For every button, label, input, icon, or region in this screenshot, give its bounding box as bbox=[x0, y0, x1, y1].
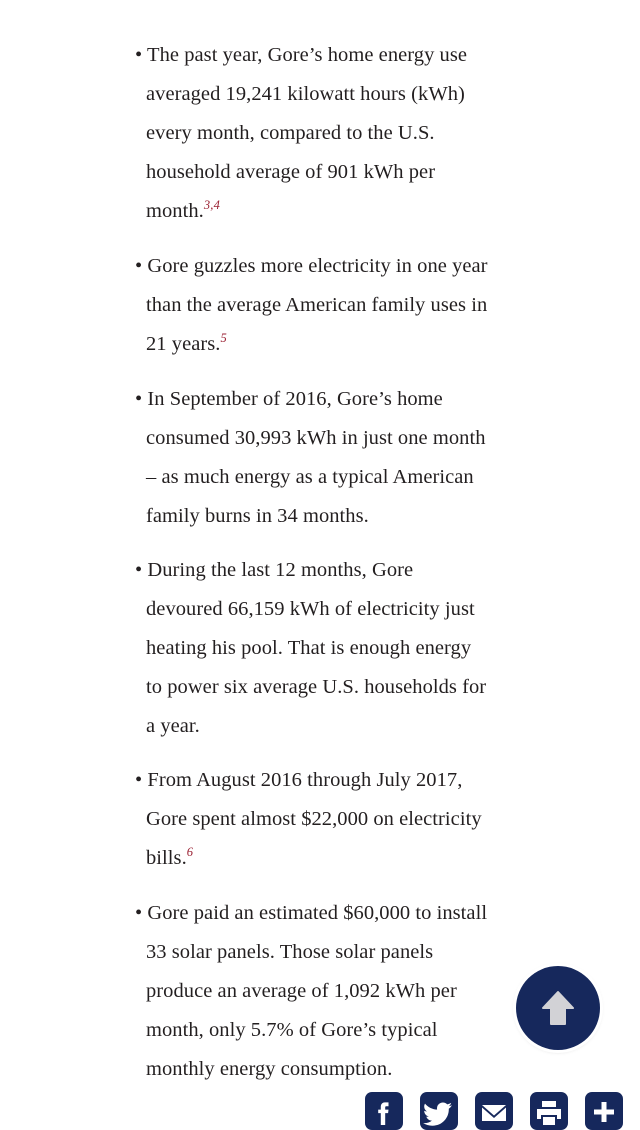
email-icon bbox=[475, 1092, 513, 1130]
article-body bbox=[135, 0, 490, 1105]
share-facebook-button[interactable] bbox=[365, 1092, 403, 1130]
bullet-text: • Gore paid an estimated $60,000 to install 33 solar panels. Those solar panels produce an average of 1,092 kWh per month, only 5.7% of Gore’s typical monthly energy consumption. bbox=[135, 902, 488, 1080]
bullet-paragraph bbox=[135, 894, 490, 1089]
share-email-button[interactable] bbox=[475, 1092, 513, 1130]
twitter-icon bbox=[420, 1092, 458, 1130]
bullet-paragraph bbox=[135, 551, 490, 746]
share-more-button[interactable] bbox=[585, 1092, 623, 1130]
share-more-icon bbox=[585, 1092, 623, 1130]
footnote-marker[interactable]: 5 bbox=[220, 331, 227, 346]
bullet-text: • In September of 2016, Gore’s home consumed 30,993 kWh in just one month – as much energy as a typical American family burns in 34 months. bbox=[135, 388, 486, 527]
bullet-paragraph bbox=[135, 36, 490, 231]
share-twitter-button[interactable] bbox=[420, 1092, 458, 1130]
scroll-to-top-button[interactable] bbox=[516, 966, 600, 1050]
share-bar bbox=[365, 1092, 623, 1130]
facebook-icon bbox=[365, 1092, 403, 1130]
print-icon bbox=[530, 1092, 568, 1130]
bullet-paragraph bbox=[135, 380, 490, 536]
bullet-text: • The past year, Gore’s home energy use averaged 19,241 kilowatt hours (kWh) every month, compared to the U.S. household average of 901 kWh per month. bbox=[135, 44, 468, 222]
footnote-marker[interactable]: 6 bbox=[186, 845, 194, 860]
bullet-text: • From August 2016 through July 2017, Gore spent almost $22,000 on electricity bills. bbox=[135, 769, 482, 869]
footnote-marker[interactable]: 3,4 bbox=[203, 198, 221, 213]
bullet-text: • During the last 12 months, Gore devoured 66,159 kWh of electricity just heating his pool. That is enough energy to power six average U.S. households for a year. bbox=[135, 559, 487, 737]
arrow-up-icon bbox=[541, 990, 575, 1026]
bullet-paragraph bbox=[135, 247, 490, 364]
bullet-text: • Gore guzzles more electricity in one year than the average American family uses in 21 years. bbox=[135, 255, 488, 355]
bullet-paragraph bbox=[135, 761, 490, 878]
share-print-button[interactable] bbox=[530, 1092, 568, 1130]
